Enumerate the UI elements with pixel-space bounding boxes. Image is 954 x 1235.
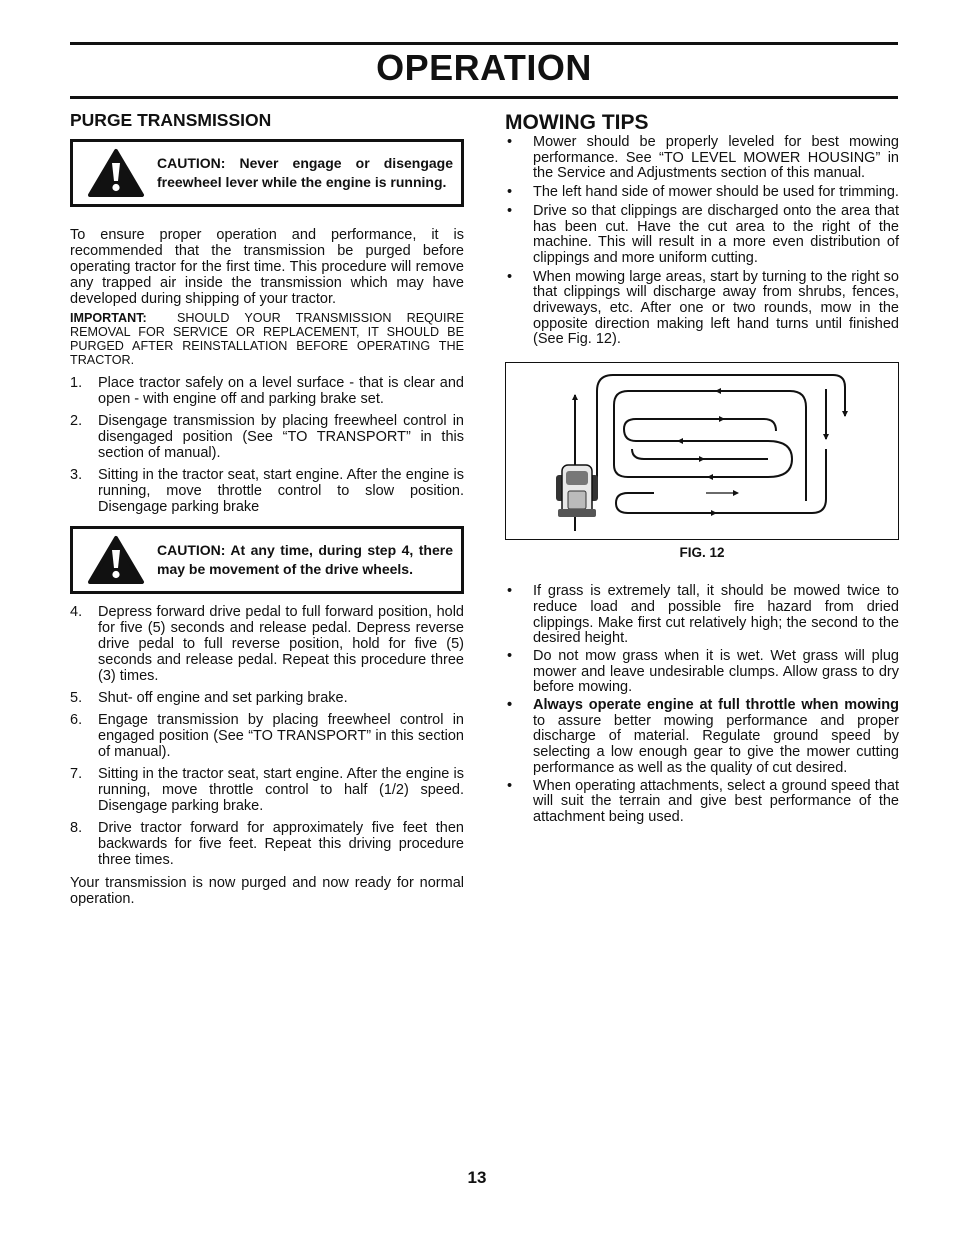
list-item: • Mower should be properly leveled for best mowing performance. See “TO LEVEL MOWER HOUSING” in the Service and Adjustments section of this manual. [507,134,899,182]
list-item: 2. Disengage transmission by placing freewheel control in disengaged position (See “TO TRANSPORT” in this section of manual). [70,413,464,461]
list-item: • When mowing large areas, start by turning to the right so that clippings will discharge away from shrubs, fences, driveways, etc. After one or two rounds, mow in the opposite direction making left hand turns until finished (See Fig. 12). [507,268,899,348]
figure-caption: FIG. 12 [679,545,725,561]
header-rule-top [70,42,898,45]
list-item: 3. Sitting in the tractor seat, start engine. After the engine is running, move throttle control to slow position. Disengage parking brake [70,467,464,515]
right-column [505,108,899,826]
purge-closing-paragraph: Your transmission is now purged and now ready for normal operation. [70,875,464,907]
caution-text-freewheel: CAUTION: Never engage or disengage freewheel lever while the engine is running. [157,155,453,190]
warning-triangle-icon [87,535,145,585]
list-item: 8. Drive tractor forward for approximately five feet then backwards for five feet. Repeat this driving procedure three times. [70,820,464,868]
purge-steps-4-8 [70,604,464,868]
caution-box-freewheel [70,139,464,207]
important-note [70,311,464,367]
warning-triangle-icon [87,148,145,198]
caution-box-drive-wheels [70,526,464,594]
list-item: 6. Engage transmission by placing freewheel control in engaged position (See “TO TRANSPORT” in this section of manual). [70,712,464,760]
list-item: • Do not mow grass when it is wet. Wet grass will plug mower and leave undesirable clumps. Allow grass to dry before mowing. [507,647,899,696]
header-rule-bottom [70,96,898,99]
mowing-tips-heading: MOWING TIPS [505,111,649,134]
mowing-pattern-diagram [506,363,898,539]
purge-transmission-heading: PURGE TRANSMISSION [70,110,272,130]
list-item: 7. Sitting in the tractor seat, start engine. After the engine is running, move throttle control to half (1/2) speed. Disengage parking brake. [70,766,464,814]
mowing-pattern-figure [505,362,899,540]
mowing-tips-list-2 [505,584,899,826]
list-item: • When operating attachments, select a ground speed that will suit the terrain and give best performance of the attachment being used. [507,777,899,825]
list-item: • Drive so that clippings are discharged onto the area that has been cut. Have the cut area to the right of the machine. This will result in a more even distribution of clippings and more uniform cutting. [507,202,899,266]
page-title: OPERATION [376,47,592,88]
page-number: 13 [467,1168,487,1187]
list-item: • The left hand side of mower should be used for trimming. [507,184,899,201]
purge-steps-1-3 [70,375,464,515]
list-item: 4. Depress forward drive pedal to full forward position, hold for five (5) seconds and release pedal. Depress reverse drive pedal to full reverse position, hold for five (5) seconds and release pedal. Repeat this procedure three (3) times. [70,604,464,684]
mowing-tips-list-1 [505,135,899,348]
left-column [70,108,464,907]
important-label: IMPORTANT: [70,311,147,325]
tractor-illustration [556,465,598,517]
list-item: • Always operate engine at full throttle when mowing to assure better mowing performance and proper discharge of material. Regulate ground speed by selecting a low enough gear to give the mower cutting performance as well as the quality of cut desired. [507,697,899,776]
caution-text-drive-wheels: CAUTION: At any time, during step 4, there may be movement of the drive wheels. [157,542,453,577]
list-item: 5. Shut- off engine and set parking brake. [70,690,348,706]
list-item: 1. Place tractor safely on a level surface - that is clear and open - with engine off and parking brake set. [70,375,464,407]
list-item: • If grass is extremely tall, it should be mowed twice to reduce load and possible fire hazard from dried clippings. Make first cut relatively high; the second to the desired height. [507,583,899,647]
purge-intro-paragraph: To ensure proper operation and performance, it is recommended that the transmission be purged before operating tractor for the first time. This procedure will remove any trapped air inside the transmission which may have developed during shipping of your tractor. [70,227,464,307]
important-text: SHOULD YOUR TRANSMISSION REQUIRE REMOVAL FOR SERVICE OR REPLACEMENT, IT SHOULD BE PURGED AFTER REINSTALLATION BEFORE OPERATING THE TRACTOR. [70,311,464,367]
